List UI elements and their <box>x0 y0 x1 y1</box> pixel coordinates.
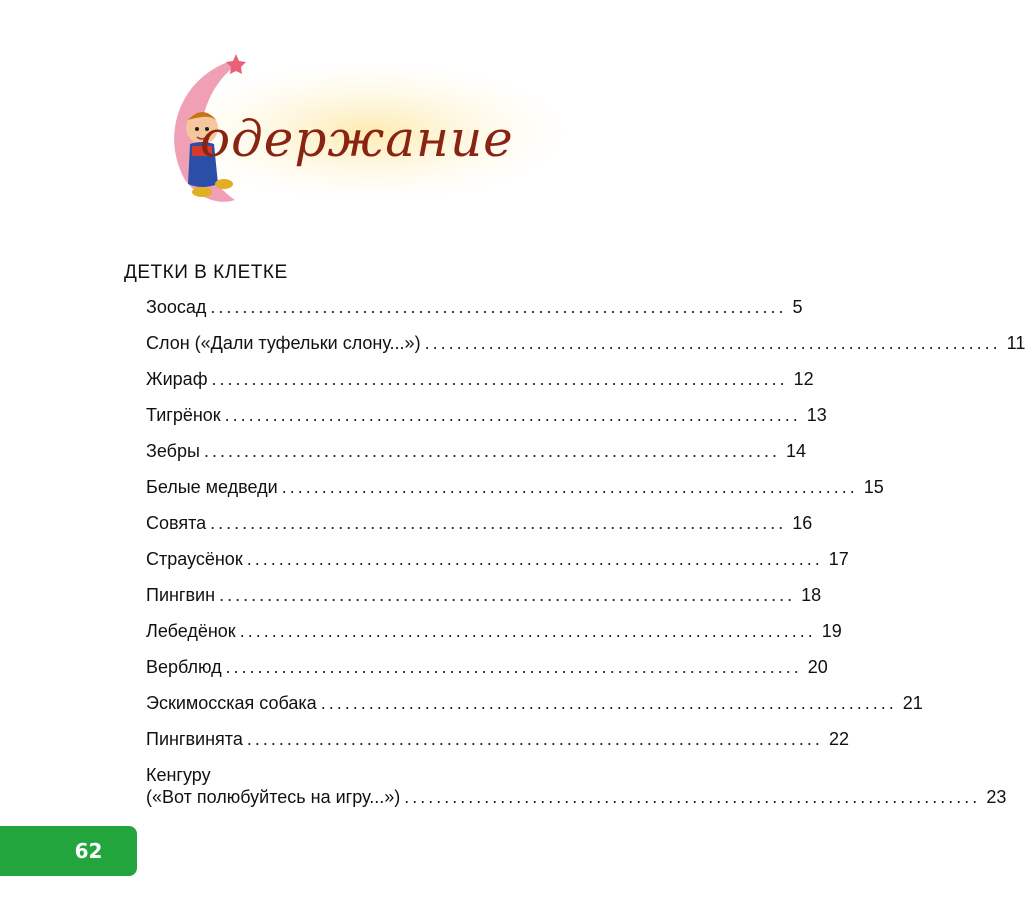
dot-leader: ........................................................................ <box>424 333 1001 353</box>
toc-entry-page: 11 <box>1006 333 1025 353</box>
toc-entry-title: Тигрёнок <box>146 405 221 425</box>
toc-entry[interactable] <box>146 368 814 404</box>
toc-entry-title: Верблюд <box>146 657 222 677</box>
toc-entry-page: 22 <box>828 729 849 749</box>
dot-leader: ........................................................................ <box>210 513 787 533</box>
toc-entry-subtitle: («Вот полюбуйтесь на игру...») <box>146 787 401 807</box>
toc-entry-title: Зебры <box>146 441 200 461</box>
dot-leader: ........................................................................ <box>246 549 823 569</box>
dot-leader: ........................................................................ <box>246 729 823 749</box>
toc-entry-page: 16 <box>792 513 813 533</box>
toc-entry-title: Совята <box>146 513 207 533</box>
contents-header <box>140 40 560 220</box>
toc-entry-title: Пингвинята <box>146 729 243 749</box>
dot-leader: ........................................................................ <box>210 297 787 317</box>
toc-entry-page: 21 <box>902 693 923 713</box>
dot-leader: ........................................................................ <box>203 441 781 461</box>
toc-entry[interactable] <box>146 404 827 440</box>
toc-entry-title: Пингвин <box>146 585 216 605</box>
toc-entry-page: 5 <box>792 297 803 317</box>
toc-entry[interactable] <box>146 584 822 620</box>
toc-entry-title: Жираф <box>146 369 208 389</box>
toc-entry-page: 15 <box>863 477 884 497</box>
toc-entry-title: Слон («Дали туфельки слону...») <box>146 333 421 353</box>
section-title: ДЕТКИ В КЛЕТКЕ <box>124 262 288 283</box>
toc-entry-title: Страусёнок <box>146 549 243 569</box>
dot-leader: ........................................................................ <box>219 585 796 605</box>
toc-entry-title: Кенгуру <box>146 765 211 785</box>
table-of-contents <box>146 296 1025 820</box>
toc-entry-page: 14 <box>786 441 807 461</box>
dot-leader: ........................................................................ <box>320 693 897 713</box>
toc-entry[interactable] <box>146 332 1025 368</box>
toc-entry[interactable] <box>146 692 923 728</box>
dot-leader: ........................................................................ <box>281 477 858 497</box>
toc-entry-title: Белые медведи <box>146 477 278 497</box>
toc-entry-page: 18 <box>801 585 822 605</box>
toc-entry[interactable] <box>146 656 828 692</box>
toc-entry-page: 20 <box>807 657 828 677</box>
toc-entry-page: 12 <box>793 369 814 389</box>
toc-entry[interactable] <box>146 296 803 332</box>
toc-entry-title: Эскимосская собака <box>146 693 317 713</box>
toc-entry-page: 23 <box>986 787 1007 807</box>
toc-entry-title: Зоосад <box>146 297 207 317</box>
page-number: 62 <box>74 839 103 863</box>
toc-entry[interactable] <box>146 548 849 584</box>
dot-leader: ........................................................................ <box>211 369 788 389</box>
toc-entry-page: 17 <box>828 549 849 569</box>
dot-leader: ........................................................................ <box>225 657 802 677</box>
toc-entry-page: 19 <box>821 621 842 641</box>
toc-entry[interactable] <box>146 620 842 656</box>
toc-entry[interactable] <box>146 512 813 548</box>
toc-entry-title: Лебедёнок <box>146 621 236 641</box>
contents-heading: одержание <box>200 110 514 168</box>
page-number-badge <box>0 826 137 876</box>
dot-leader: ........................................................................ <box>404 787 981 807</box>
dot-leader: ........................................................................ <box>224 405 801 425</box>
toc-entry-page: 13 <box>806 405 827 425</box>
toc-entry[interactable] <box>146 728 849 764</box>
toc-entry[interactable] <box>146 476 884 512</box>
toc-entry[interactable] <box>146 764 1007 820</box>
toc-entry[interactable] <box>146 440 807 476</box>
dot-leader: ........................................................................ <box>239 621 816 641</box>
